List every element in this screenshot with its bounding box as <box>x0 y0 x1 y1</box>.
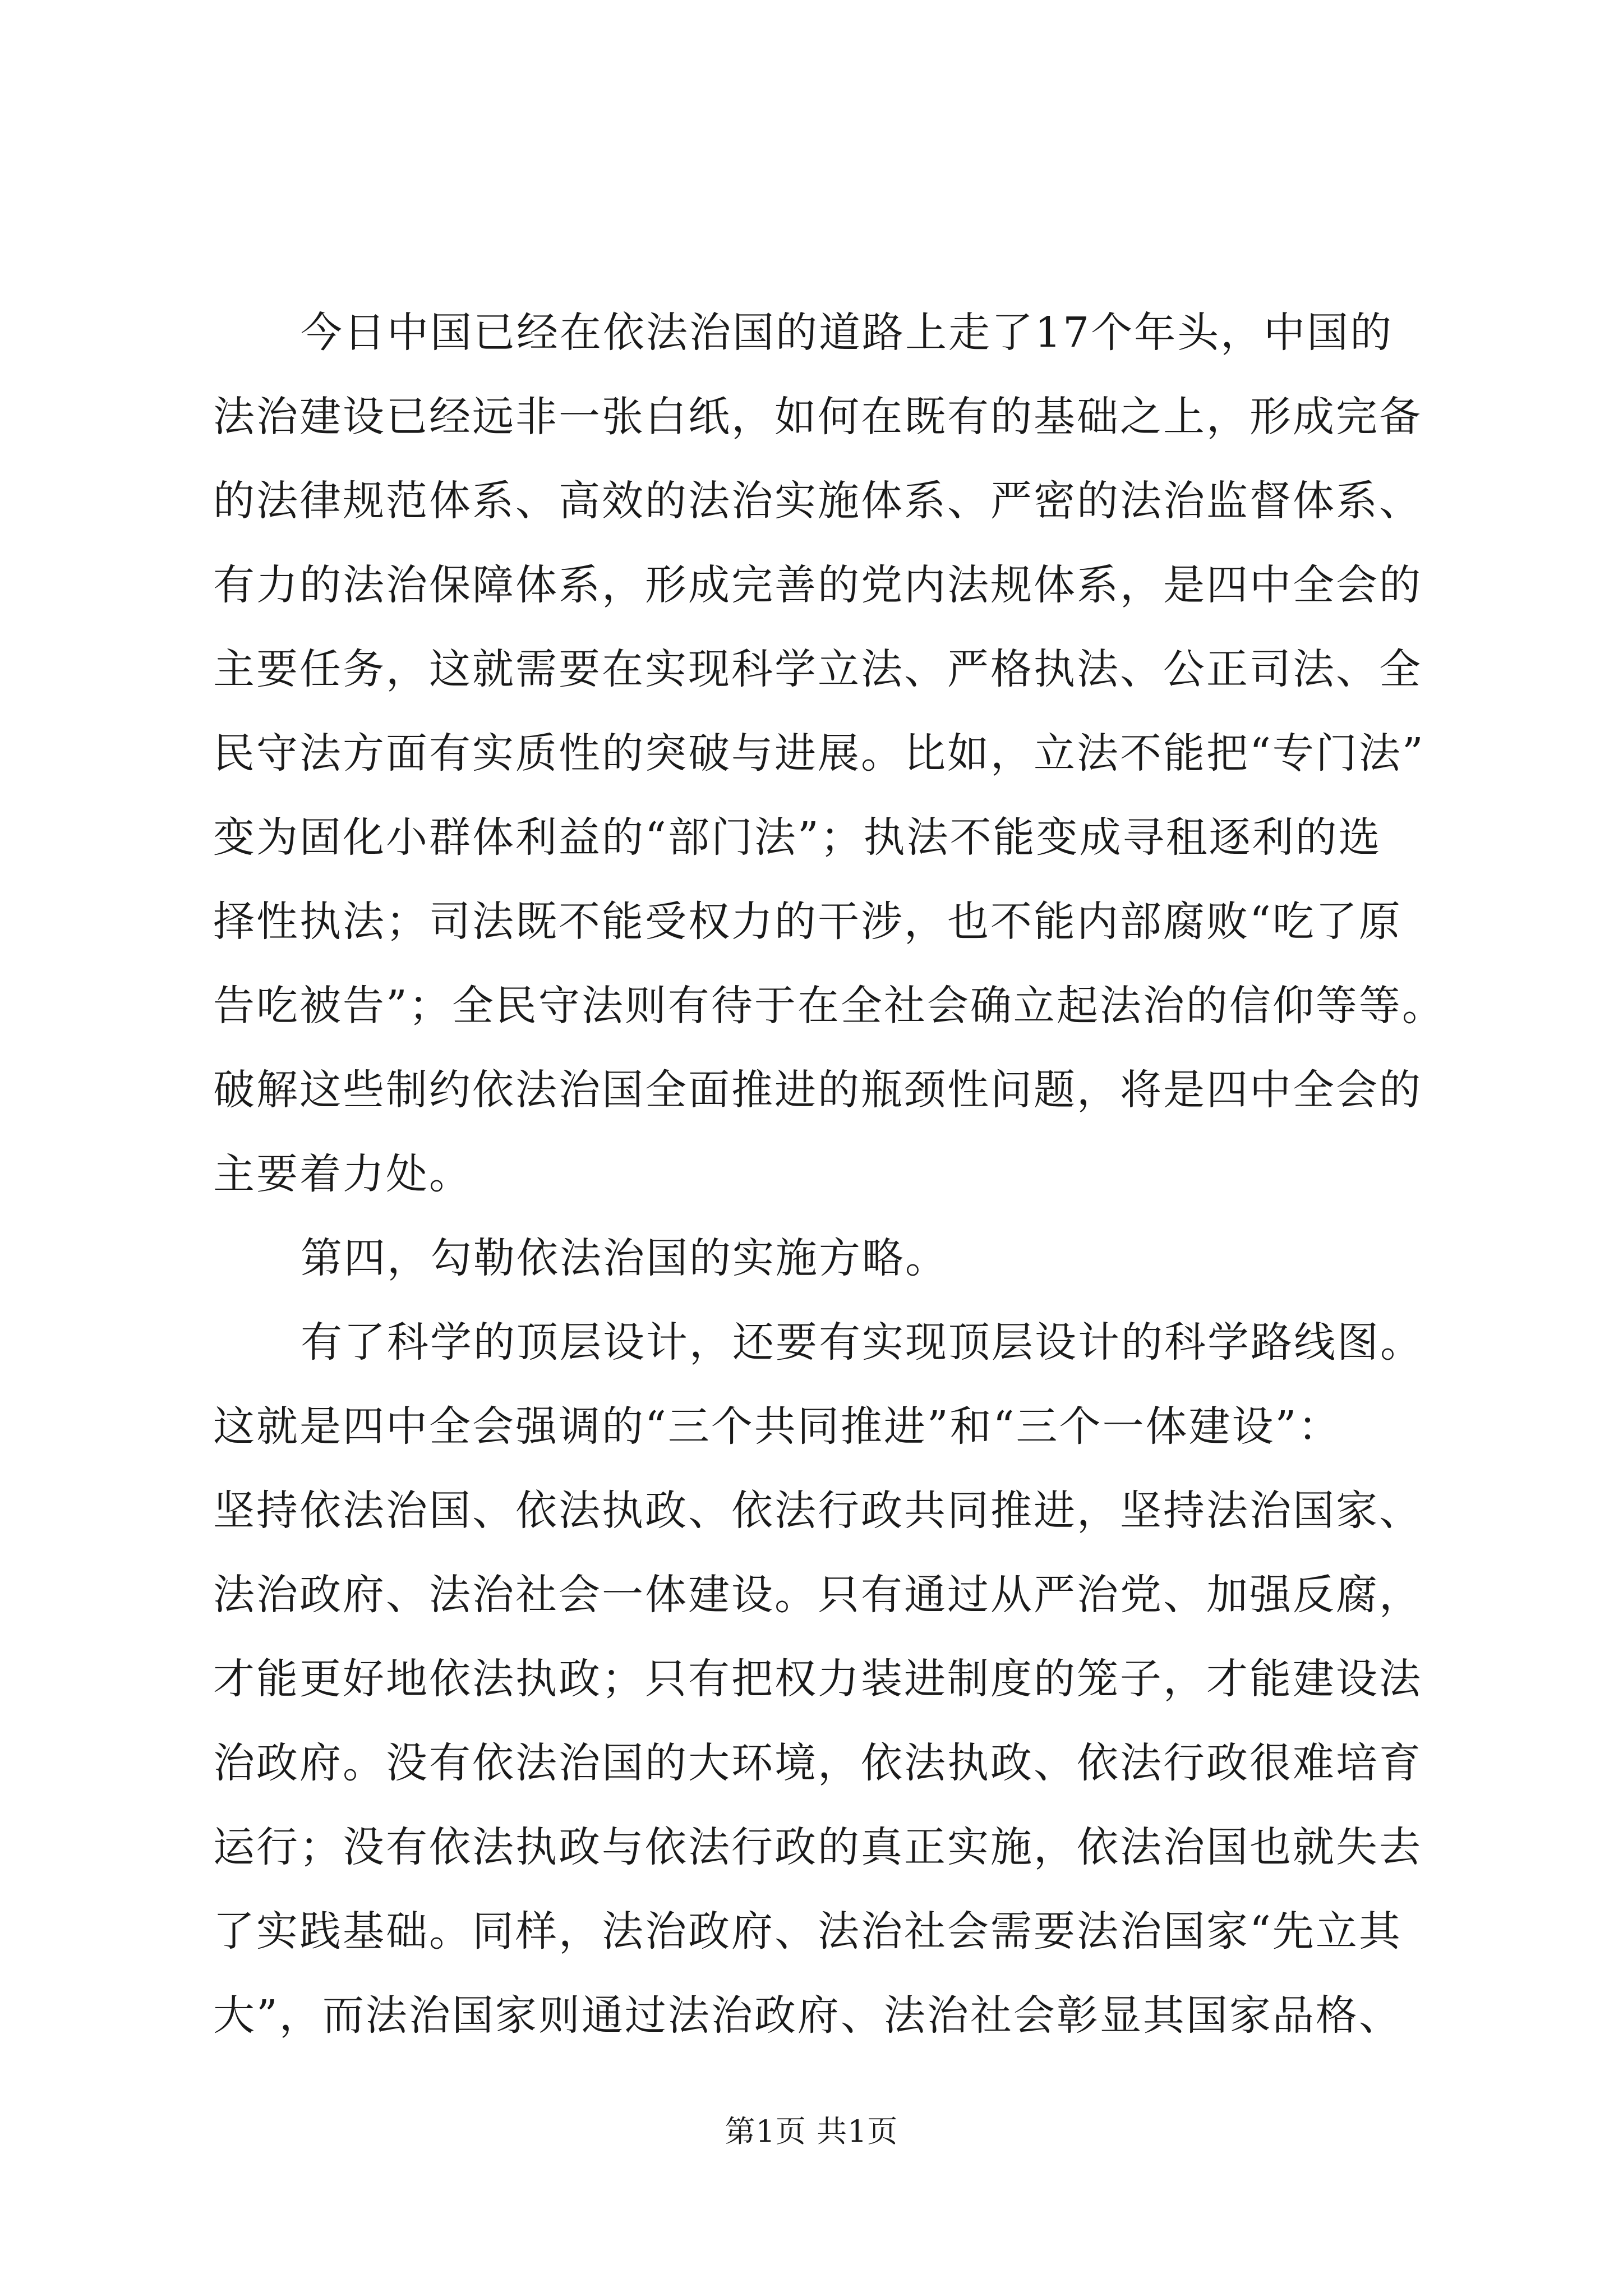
page-number-label: 第1页 共1页 <box>725 2114 898 2149</box>
section-heading: 第四，勾勒依法治国的实施方略。 <box>301 1234 948 1282</box>
paragraph-line: 破解这些制约依法治国全面推进的瓶颈性问题，将是四中全会的 <box>213 1066 1422 1114</box>
paragraph-line: 坚持依法治国、依法执政、依法行政共同推进，坚持法治国家、 <box>213 1487 1422 1535</box>
paragraph-line: 运行；没有依法执政与依法行政的真正实施，依法治国也就失去 <box>213 1823 1422 1871</box>
paragraph-line: 告吃被告”；全民守法则有待于在全社会确立起法治的信仰等等。 <box>213 982 1445 1030</box>
paragraph-line: 民守法方面有实质性的突破与进展。比如，立法不能把“专门法” <box>213 729 1425 777</box>
paragraph-line: 的法律规范体系、高效的法治实施体系、严密的法治监督体系、 <box>213 477 1422 525</box>
paragraph-line: 主要着力处。 <box>213 1150 472 1198</box>
paragraph-line: 变为固化小群体利益的“部门法”；执法不能变成寻租逐利的选 <box>213 813 1382 862</box>
paragraph-line: 了实践基础。同样，法治政府、法治社会需要法治国家“先立其 <box>213 1907 1402 1955</box>
paragraph-line: 有力的法治保障体系，形成完善的党内法规体系，是四中全会的 <box>213 561 1422 609</box>
page-footer <box>0 2112 1623 2151</box>
paragraph-line: 治政府。没有依法治国的大环境，依法执政、依法行政很难培育 <box>213 1739 1422 1787</box>
paragraph-line: 择性执法；司法既不能受权力的干涉，也不能内部腐败“吃了原 <box>213 898 1402 946</box>
paragraph-line: 法治建设已经远非一张白纸，如何在既有的基础之上，形成完备 <box>213 393 1422 441</box>
paragraph-line: 这就是四中全会强调的“三个共同推进”和“三个一体建设”： <box>213 1402 1341 1451</box>
paragraph-line: 大”，而法治国家则通过法治政府、法治社会彰显其国家品格、 <box>213 1991 1402 2040</box>
paragraph-line: 有了科学的顶层设计，还要有实现顶层设计的科学路线图。 <box>301 1318 1423 1366</box>
paragraph-line: 才能更好地依法执政；只有把权力装进制度的笼子，才能建设法 <box>213 1655 1422 1703</box>
paragraph-line: 今日中国已经在依法治国的道路上走了17个年头，中国的 <box>301 309 1394 357</box>
body-text <box>213 291 1445 2058</box>
paragraph-line: 主要任务，这就需要在实现科学立法、严格执法、公正司法、全 <box>213 645 1422 693</box>
paragraph-line: 法治政府、法治社会一体建设。只有通过从严治党、加强反腐， <box>213 1571 1422 1619</box>
